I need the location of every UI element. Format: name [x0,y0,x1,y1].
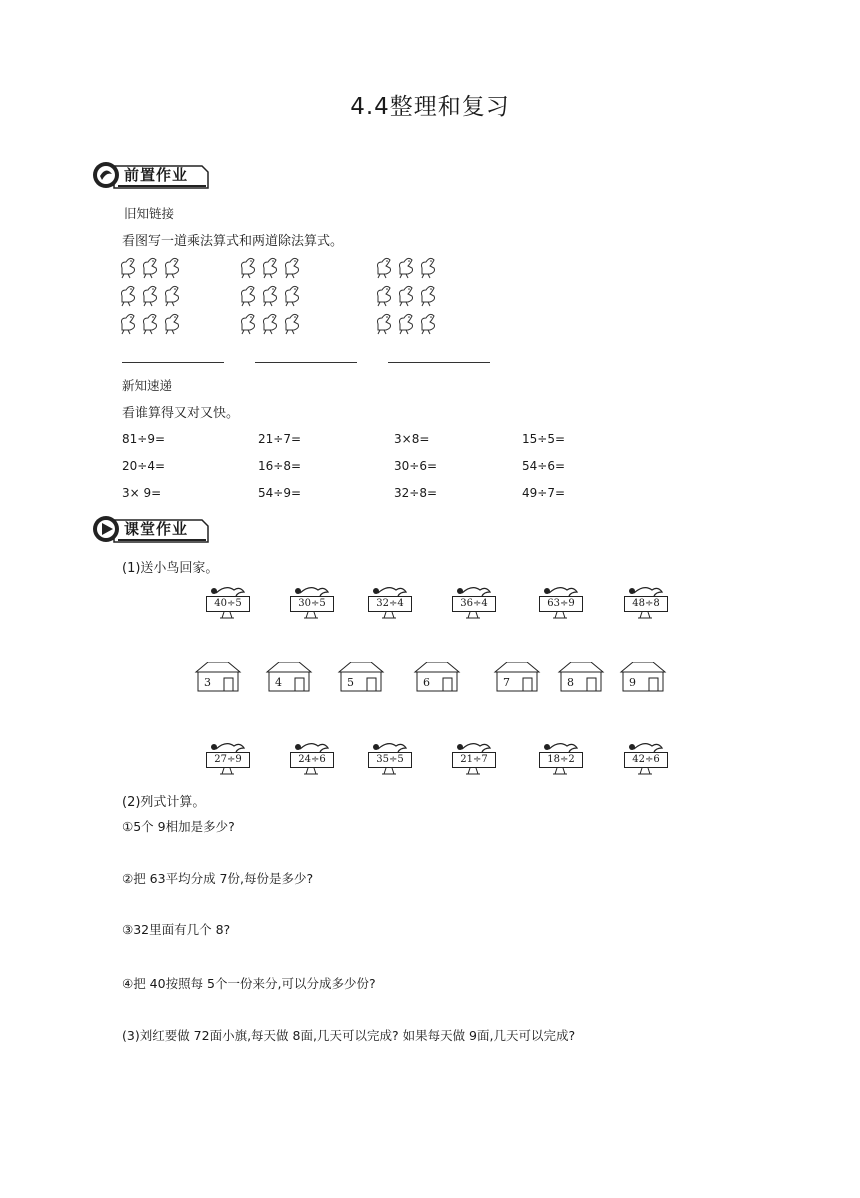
calc-r3-c1: 3× 9= [122,486,162,500]
calc-r2-c3: 30÷6= [394,459,438,473]
picture-instruction: 看图写一道乘法算式和两道除法算式。 [122,234,344,249]
bird-top-1[interactable] [204,584,252,622]
bird-expression: 63÷9 [539,596,583,612]
bird-expression: 35÷5 [368,752,412,768]
house-number: 4 [275,676,282,689]
bird-expression: 40÷5 [206,596,250,612]
calc-r1-c2: 21÷7= [258,432,302,446]
calc-r2-c4: 54÷6= [522,459,566,473]
duck-group-3 [378,258,435,334]
calc-r1-c3: 3×8= [394,432,430,446]
bird-top-2[interactable] [288,584,336,622]
new-knowledge-heading: 新知速递 [122,378,173,393]
question-2-item-1: ①5个 9相加是多少? [122,819,235,834]
duck-group-2 [242,258,299,334]
house-icon [619,662,667,692]
calc-r3-c3: 32÷8= [394,486,438,500]
house-7[interactable] [493,662,541,692]
calc-r1-c4: 15÷5= [522,432,566,446]
house-number: 6 [423,676,430,689]
calc-r3-c4: 49÷7= [522,486,566,500]
house-4[interactable] [265,662,313,692]
house-5[interactable] [337,662,385,692]
bird-bottom-5[interactable] [537,740,585,778]
duck-illustration [118,254,508,340]
house-3[interactable] [194,662,242,692]
question-1: (1)送小鸟回家。 [122,561,219,576]
question-2-item-4: ④把 40按照每 5个一份来分,可以分成多少份? [122,976,376,991]
bird-top-5[interactable] [537,584,585,622]
bird-expression: 32÷4 [368,596,412,612]
house-6[interactable] [413,662,461,692]
question-2: (2)列式计算。 [122,795,206,810]
bird-top-6[interactable] [622,584,670,622]
house-9[interactable] [619,662,667,692]
bird-expression: 18÷2 [539,752,583,768]
question-3: (3)刘红要做 72面小旗,每天做 8面,几天可以完成? 如果每天做 9面,几天可以完成? [122,1028,576,1043]
house-number: 3 [204,676,211,689]
bird-expression: 36÷4 [452,596,496,612]
old-knowledge-heading: 旧知链接 [124,206,175,221]
calc-r2-c2: 16÷8= [258,459,302,473]
house-number: 9 [629,676,636,689]
question-2-item-3: ③32里面有几个 8? [122,922,231,937]
question-2-item-2: ②把 63平均分成 7份,每份是多少? [122,871,314,886]
bird-bottom-1[interactable] [204,740,252,778]
house-number: 5 [347,676,354,689]
house-icon [194,662,242,692]
calc-r3-c2: 54÷9= [258,486,302,500]
bird-top-3[interactable] [366,584,414,622]
bird-expression: 48÷8 [624,596,668,612]
bird-expression: 21÷7 [452,752,496,768]
house-icon [337,662,385,692]
house-8[interactable] [557,662,605,692]
quick-calc-instruction: 看谁算得又对又快。 [122,406,240,421]
calc-r1-c1: 81÷9= [122,432,166,446]
bird-expression: 24÷6 [290,752,334,768]
answer-blank-2[interactable] [255,362,357,363]
bird-expression: 42÷6 [624,752,668,768]
bird-bottom-3[interactable] [366,740,414,778]
bird-bottom-4[interactable] [450,740,498,778]
calc-r2-c1: 20÷4= [122,459,166,473]
bird-expression: 30÷5 [290,596,334,612]
section-banner-preview [92,160,210,190]
bird-expression: 27÷9 [206,752,250,768]
banner-label: 前置作业 [124,166,189,184]
answer-blank-1[interactable] [122,362,224,363]
banner-label: 课堂作业 [124,520,189,538]
answer-blank-3[interactable] [388,362,490,363]
house-icon [557,662,605,692]
bird-top-4[interactable] [450,584,498,622]
house-number: 7 [503,676,510,689]
page-title: 4.4整理和复习 [350,94,510,120]
bird-bottom-2[interactable] [288,740,336,778]
bird-bottom-6[interactable] [622,740,670,778]
house-icon [493,662,541,692]
section-banner-classwork [92,514,210,544]
house-icon [413,662,461,692]
house-icon [265,662,313,692]
duck-group-1 [122,258,179,334]
house-number: 8 [567,676,574,689]
